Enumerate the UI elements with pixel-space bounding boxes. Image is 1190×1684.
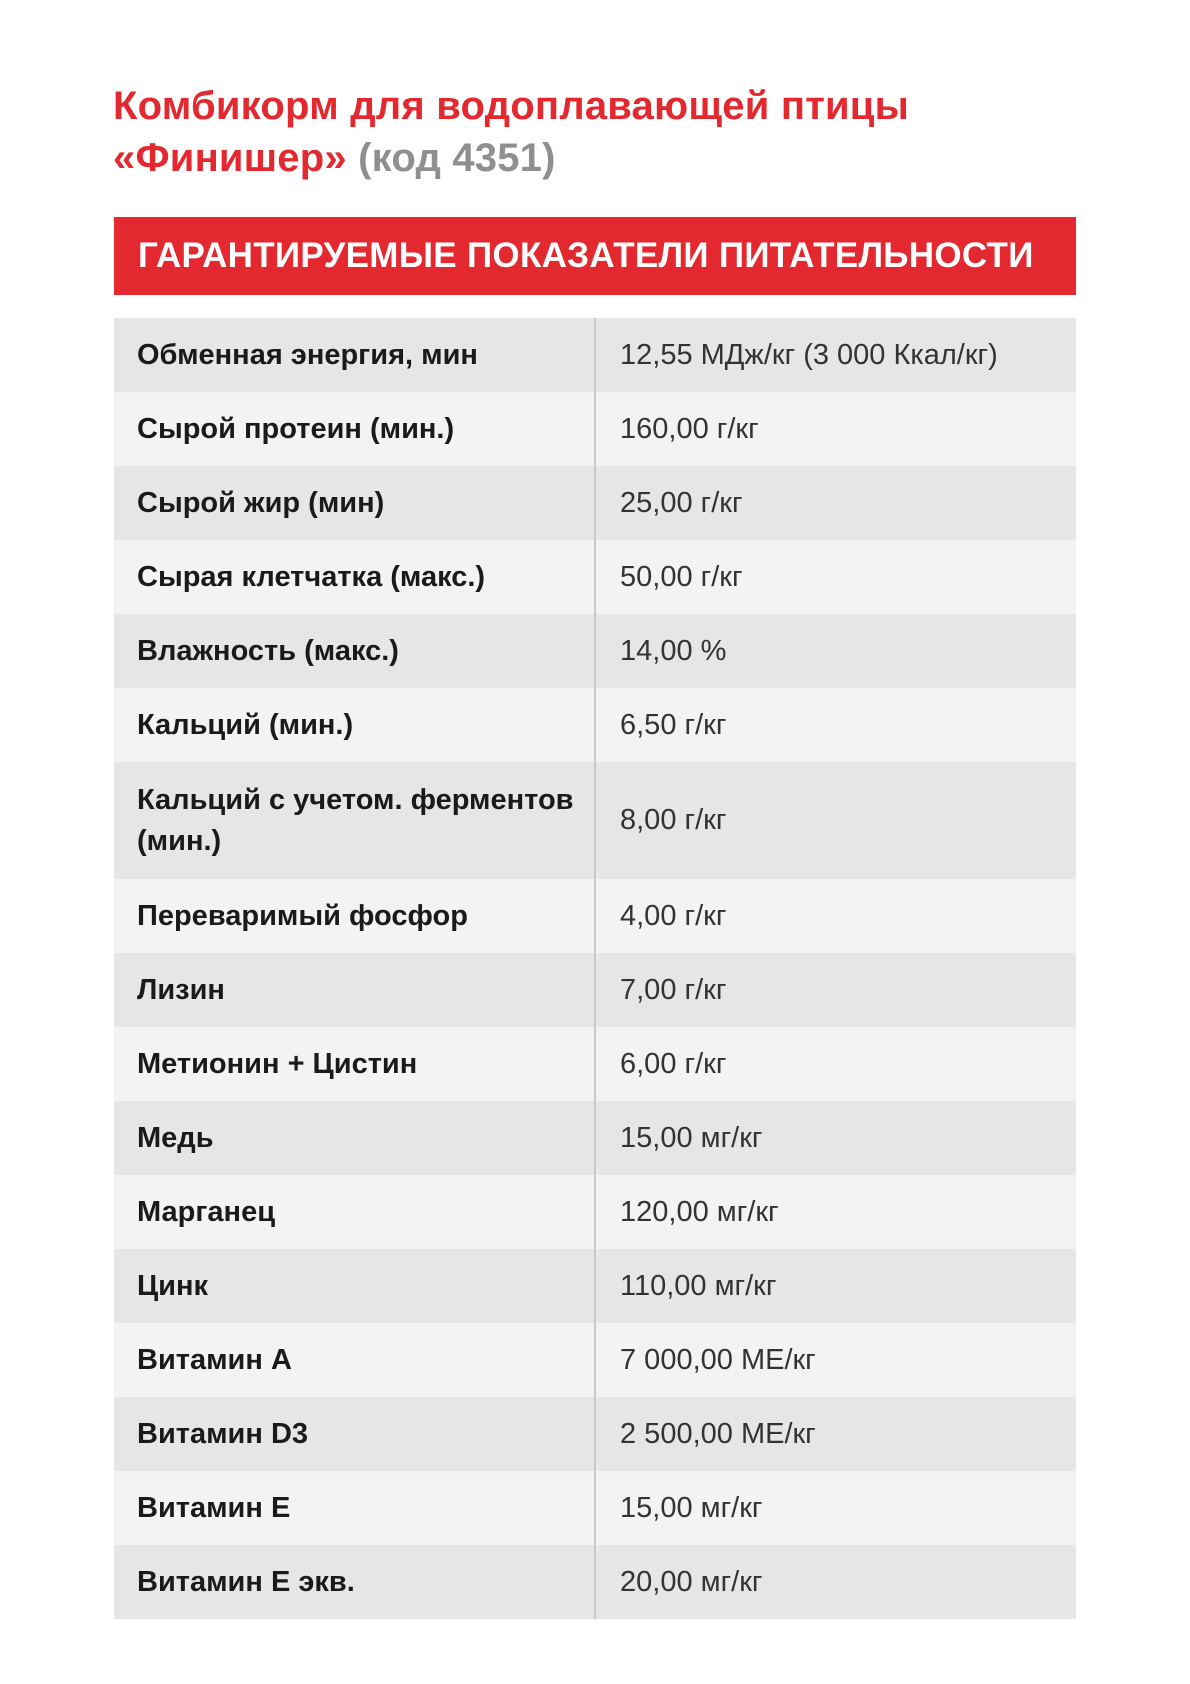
nutrient-value: 50,00 г/кг (620, 560, 743, 593)
section-banner (114, 217, 1076, 295)
page-title (113, 80, 1093, 184)
nutrient-name: Витамин Е экв. (114, 1545, 595, 1619)
nutrient-value: 6,00 г/кг (620, 1047, 727, 1080)
nutrient-name: Метионин + Цистин (114, 1027, 595, 1101)
table-row (114, 1249, 1076, 1323)
table-row (114, 879, 1076, 953)
table-row (114, 614, 1076, 688)
table-row (114, 688, 1076, 762)
nutrient-name: Переваримый фосфор (114, 879, 595, 953)
nutrient-name: Влажность (макс.) (114, 614, 595, 688)
nutrient-name: Кальций с учетом. ферментов (мин.) (114, 762, 595, 879)
table-row (114, 1397, 1076, 1471)
title-line-1: Комбикорм для водоплавающей птицы (113, 84, 909, 128)
nutrient-name: Медь (114, 1101, 595, 1175)
nutrition-table (114, 318, 1076, 1619)
table-row (114, 1323, 1076, 1397)
section-banner-text: ГАРАНТИРУЕМЫЕ ПОКАЗАТЕЛИ ПИТАТЕЛЬНОСТИ (138, 236, 1034, 275)
nutrient-value: 15,00 мг/кг (620, 1121, 763, 1154)
nutrient-value: 14,00 % (620, 634, 727, 667)
nutrient-name: Витамин А (114, 1323, 595, 1397)
table-row (114, 318, 1076, 392)
nutrient-value: 12,55 МДж/кг (3 000 Ккал/кг) (620, 338, 998, 371)
nutrient-value: 7,00 г/кг (620, 973, 727, 1006)
nutrient-name: Сырой протеин (мин.) (114, 392, 595, 466)
nutrient-value: 7 000,00 МЕ/кг (620, 1343, 816, 1376)
nutrient-value: 6,50 г/кг (620, 708, 727, 741)
nutrient-value: 2 500,00 МЕ/кг (620, 1417, 816, 1450)
table-row (114, 466, 1076, 540)
nutrient-value: 110,00 мг/кг (620, 1269, 777, 1302)
product-code: (код 4351) (358, 136, 556, 180)
nutrient-value: 8,00 г/кг (620, 804, 727, 836)
nutrient-value: 4,00 г/кг (620, 899, 727, 932)
table-row (114, 1101, 1076, 1175)
nutrient-value: 20,00 мг/кг (620, 1565, 763, 1598)
nutrient-name: Сырой жир (мин) (114, 466, 595, 540)
table-row (114, 1027, 1076, 1101)
nutrient-name: Витамин D3 (114, 1397, 595, 1471)
nutrient-name: Витамин Е (114, 1471, 595, 1545)
nutrient-name: Марганец (114, 1175, 595, 1249)
nutrient-name: Цинк (114, 1249, 595, 1323)
table-row (114, 1471, 1076, 1545)
nutrient-name: Сырая клетчатка (макс.) (114, 540, 595, 614)
table-row (114, 1175, 1076, 1249)
title-line-2 (113, 132, 1093, 184)
nutrient-name: Обменная энергия, мин (114, 318, 595, 392)
table-row (114, 392, 1076, 466)
nutrient-value: 15,00 мг/кг (620, 1491, 763, 1524)
nutrient-name: Кальций (мин.) (114, 688, 595, 762)
nutrient-name: Лизин (114, 953, 595, 1027)
table-row (114, 540, 1076, 614)
table-row (114, 762, 1076, 879)
nutrient-value: 160,00 г/кг (620, 412, 759, 445)
nutrient-value: 120,00 мг/кг (620, 1195, 779, 1228)
table-row (114, 953, 1076, 1027)
product-name: «Финишер» (113, 136, 347, 180)
table-row (114, 1545, 1076, 1619)
nutrient-value: 25,00 г/кг (620, 486, 743, 519)
